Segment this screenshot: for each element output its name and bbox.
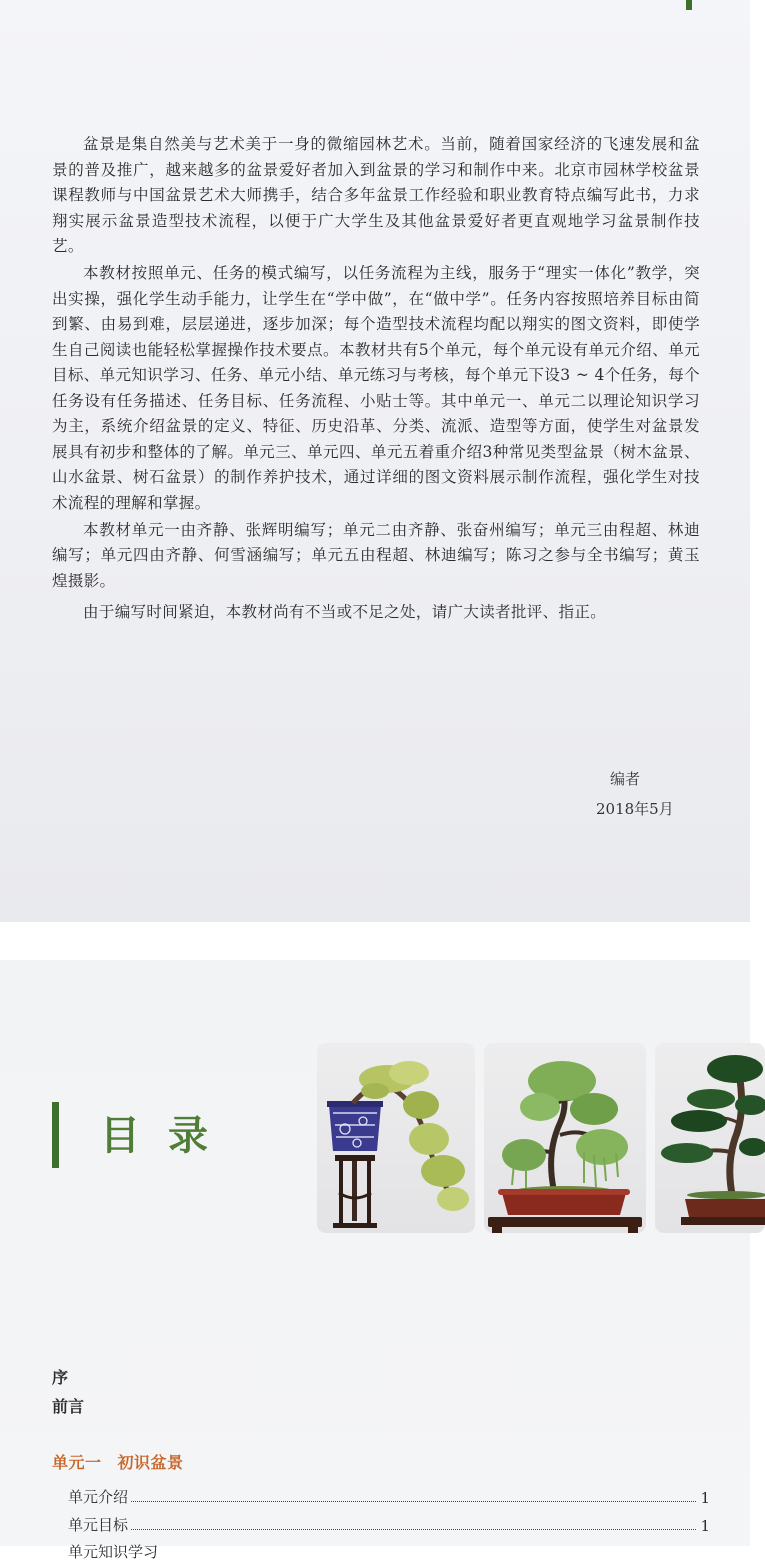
toc-title-bar — [52, 1102, 59, 1168]
preface-body — [52, 132, 700, 627]
toc-unit-title: 初识盆景 — [117, 1453, 184, 1472]
toc-entry[interactable] — [68, 1485, 710, 1507]
toc-entry-label: 单元介绍 — [68, 1488, 129, 1506]
toc-entry-page: 1 — [700, 1489, 710, 1507]
preface-paragraph-2: 本教材按照单元、任务的模式编写，以任务流程为主线，服务于“理实一体化”教学，突出实操，强化学生动手能力，让学生在“学中做”，在“做中学”。任务内容按照培养目标由简到繁、由易到难，层层递进，逐步加深；每个造型技术流程均配以翔实的图文资料，即使学生自己阅读也能轻松掌握操作技术要点。本教材共有5个单元，每个单元设有单元介绍、单元目标、单元知识学习、任务、单元小结、单元练习与考核，每个单元下设3 ~ 4个任务，每个任务设有任务描述、任务目标、任务流程、小贴士等。其中单元一、单元二以理论知识学习为主，系统介绍盆景的定义、特征、历史沿革、分类、流派、造型等方面，使学生对盆景发展具有初步和整体的了解。单元三、单元四、单元五着重介绍3种常见类型盆景（树木盆景、山水盆景、树石盆景）的制作养护技术，通过详细的图文资料展示制作流程，强化学生对技术流程的理解和掌握。 — [52, 264, 700, 512]
preface-paragraph-3: 本教材单元一由齐静、张辉明编写；单元二由齐静、张奋州编写；单元三由程超、林迪编写；单元四由齐静、何雪涵编写；单元五由程超、林迪编写；陈习之参与全书编写；黄玉煌摄影。 — [52, 520, 700, 590]
page-gap — [0, 922, 750, 960]
toc-title: 目录 — [100, 1113, 236, 1159]
toc-entry[interactable] — [68, 1513, 710, 1535]
toc-entry-page: 1 — [700, 1517, 710, 1535]
preface-paragraph-4: 由于编写时间紧迫，本教材尚有不当或不足之处，请广大读者批评、指正。 — [83, 603, 607, 621]
weeping-bonsai-photo — [484, 1043, 646, 1233]
toc-dot-leader — [131, 1501, 696, 1502]
cascade-bonsai-photo — [317, 1043, 475, 1233]
toc-unit-heading[interactable] — [52, 1450, 184, 1473]
toc-front-matter-preface[interactable]: 序 — [52, 1368, 69, 1387]
toc-entry-label: 单元目标 — [68, 1516, 129, 1534]
toc-unit-number: 单元一 — [52, 1453, 102, 1472]
preface-date: 2018年5月 — [596, 800, 674, 818]
preface-paragraph-1: 盆景是集自然美与艺术美于一身的微缩园林艺术。当前，随着国家经济的飞速发展和盆景的普及推广，越来越多的盆景爱好者加入到盆景的学习和制作中来。北京市园林学校盆景课程教师与中国盆景艺术大师携手，结合多年盆景工作经验和职业教育特点编写此书，力求翔实展示盆景造型技术流程，以便于广大学生及其他盆景爱好者更直观地学习盆景制作技艺。 — [52, 135, 700, 255]
page-edge-mark — [686, 0, 692, 10]
pine-bonsai-photo — [655, 1043, 765, 1233]
toc-dot-leader — [131, 1529, 696, 1530]
toc-entry-label: 单元知识学习 — [68, 1543, 159, 1561]
toc-entry[interactable] — [68, 1540, 710, 1562]
toc-page — [0, 960, 750, 1561]
preface-signature: 编者 — [610, 770, 641, 788]
toc-front-matter-foreword[interactable]: 前言 — [52, 1397, 85, 1416]
